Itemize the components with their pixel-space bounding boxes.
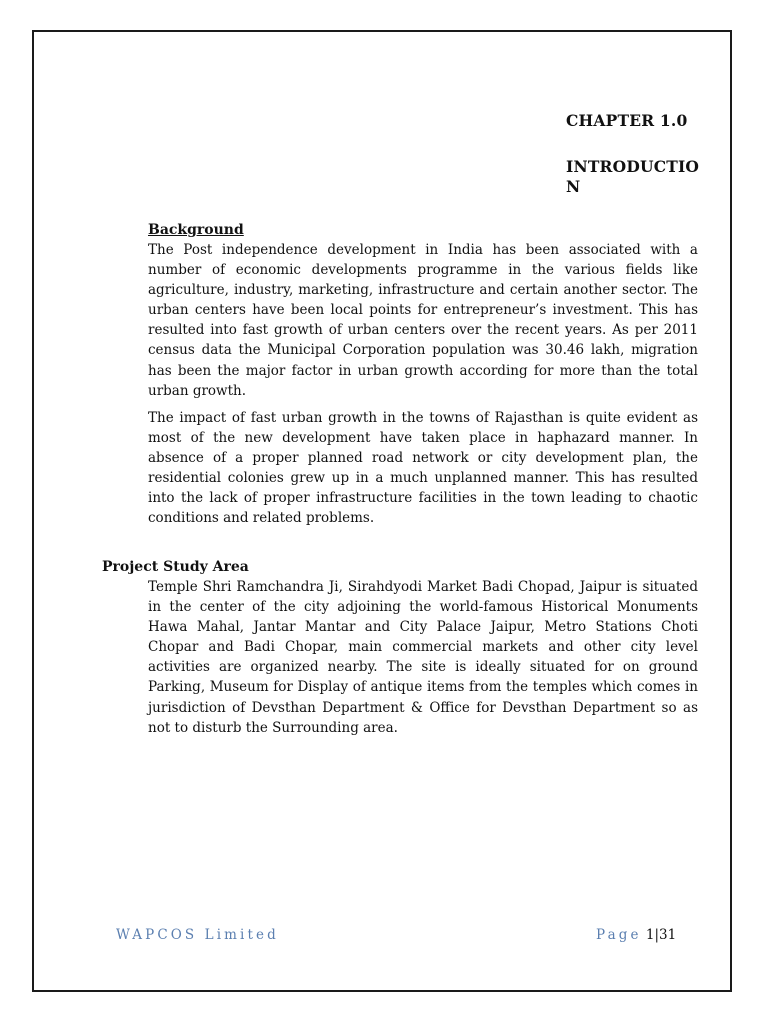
footer-company: WAPCOS Limited <box>116 927 279 943</box>
chapter-label: CHAPTER 1.0 <box>566 111 688 130</box>
project-study-area-heading: Project Study Area <box>102 559 249 575</box>
background-heading: Background <box>148 222 244 238</box>
project-study-area-section <box>148 577 698 738</box>
project-study-area-paragraph: Temple Shri Ramchandra Ji, Sirahdyodi Market Badi Chopad, Jaipur is situated in the center of the city adjoining the world-famous Historical Monuments Hawa Mahal, Jantar Mantar and City Palace Jaipur, Metro Stations Choti Chopar and Badi Chopar, main commercial markets and other city level activities are organized nearby. The site is ideally situated for on ground Parking, Museum for Display of antique items from the temples which comes in jurisdiction of Devsthan Department & Office for Devsthan Department so as not to disturb the Surrounding area. <box>148 579 698 736</box>
footer-page-word: Page <box>596 927 642 943</box>
background-section <box>148 220 698 528</box>
background-paragraph-2: The impact of fast urban growth in the towns of Rajasthan is quite evident as most of the new development have taken place in haphazard manner. In absence of a proper planned road network or city development plan, the residential colonies grew up in a much unplanned manner. This has resulted into the lack of proper infrastructure facilities in the town leading to chaotic conditions and related problems. <box>148 409 698 527</box>
background-paragraph-1: The Post independence development in India has been associated with a number of economic developments programme in the various fields like agriculture, industry, marketing, infrastructure and certain another sector. The urban centers have been local points for entrepreneur’s investment. This has resulted into fast growth of urban centers over the recent years. As per 2011 census data the Municipal Corporation population was 30.46 lakh, migration has been the major factor in urban growth according for more than the total urban growth. <box>148 242 698 399</box>
footer-page-number <box>596 927 676 943</box>
footer-current-page: 1 <box>645 927 655 943</box>
footer-separator: | <box>654 927 660 943</box>
chapter-title: INTRODUCTION <box>566 157 700 196</box>
footer-total-pages: 31 <box>659 927 677 943</box>
